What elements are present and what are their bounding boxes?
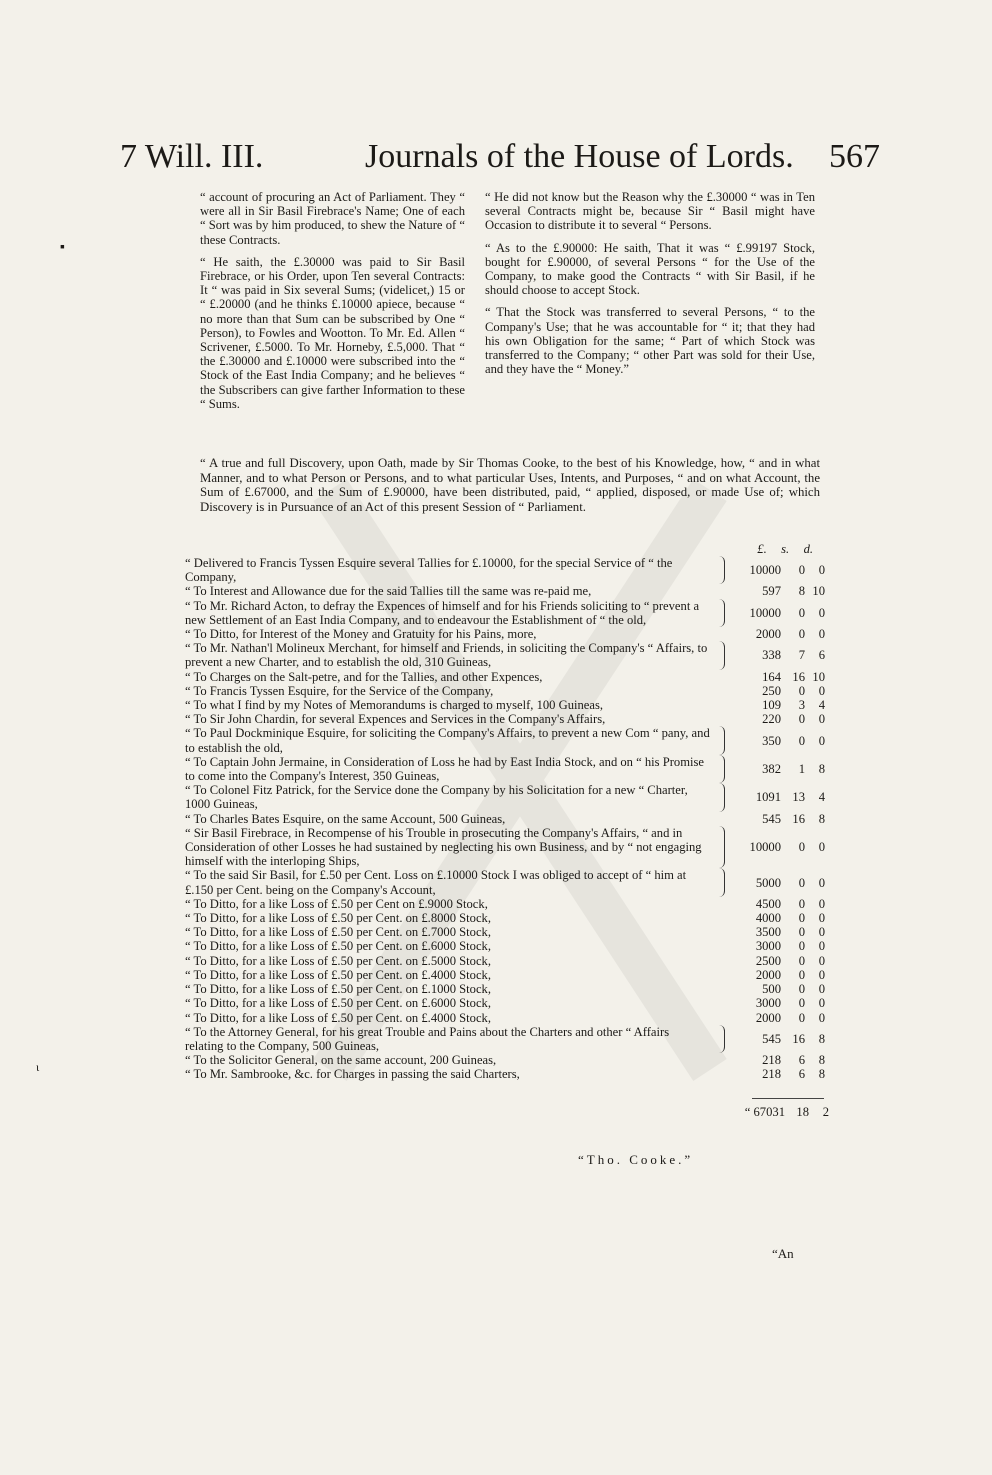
ledger-entry [185, 755, 825, 783]
amount-pounds: 4500 [755, 896, 781, 911]
amount-pounds: 164 [762, 669, 781, 684]
entry-amount [725, 954, 825, 968]
amount-shillings: 16 [792, 1031, 805, 1046]
amount-pounds: 3500 [755, 925, 781, 940]
entry-amount [725, 1032, 825, 1046]
amount-shillings: 1 [798, 761, 805, 776]
amount-shillings: 8 [798, 584, 805, 599]
entry-description: “ To Ditto, for a like Loss of £.50 per Cent. on £.8000 Stock, [185, 911, 491, 926]
entry-description: “ Delivered to Francis Tyssen Esquire several Tallies for £.10000, for the special Service of “ the Company, [185, 556, 725, 584]
amount-pounds: 250 [762, 683, 781, 698]
entry-description: “ To the Attorney General, for his great Trouble and Pains about the Charters and other “ Affairs relating to the Company, 500 Guineas, [185, 1025, 725, 1053]
amount-shillings: 0 [798, 1010, 805, 1025]
amount-pounds: 220 [762, 712, 781, 727]
entry-amount [725, 996, 825, 1010]
entry-amount [725, 911, 825, 925]
amount-pence: 0 [818, 982, 825, 997]
amount-pence: 0 [818, 875, 825, 890]
amount-pence: 0 [818, 840, 825, 855]
entry-amount [725, 1053, 825, 1067]
amount-pounds: 382 [762, 761, 781, 776]
entry-description: “ To Charges on the Salt-petre, and for the Tallies, and other Expences, [185, 669, 543, 684]
ledger-entry [185, 954, 825, 968]
amount-shillings: 0 [798, 563, 805, 578]
left-column [200, 190, 465, 419]
amount-pounds: 218 [762, 1053, 781, 1068]
margin-mark: ▪ [60, 240, 65, 255]
ledger-entry [185, 783, 825, 811]
amount-pence: 0 [818, 627, 825, 642]
entry-description: “ To Paul Dockminique Esquire, for soliciting the Company's Affairs, to prevent a new Com “ pany, and to establish the old, [185, 726, 725, 754]
pounds-header: £. [757, 542, 767, 556]
ledger-entry [185, 599, 825, 627]
amount-pounds: 545 [762, 811, 781, 826]
ledger-entry [185, 812, 825, 826]
amount-shillings: 16 [792, 669, 805, 684]
ledger-entry [185, 968, 825, 982]
amount-pounds: 545 [762, 1031, 781, 1046]
amount-shillings: 0 [798, 840, 805, 855]
ledger-total [700, 1105, 829, 1120]
amount-shillings: 6 [798, 1053, 805, 1068]
amount-pence: 8 [818, 761, 825, 776]
entry-description: “ To Sir John Chardin, for several Expences and Services in the Company's Affairs, [185, 712, 606, 727]
amount-pounds: 10000 [749, 840, 781, 855]
entry-amount [725, 734, 825, 748]
amount-shillings: 13 [792, 790, 805, 805]
entry-amount [725, 698, 825, 712]
entry-description: “ To Ditto, for a like Loss of £.50 per Cent. on £.4000 Stock, [185, 967, 491, 982]
ledger-entry [185, 584, 825, 598]
amount-shillings: 0 [798, 733, 805, 748]
entry-description: “ To Ditto, for a like Loss of £.50 per Cent. on £.1000 Stock, [185, 982, 491, 997]
amount-pounds: 2500 [755, 953, 781, 968]
entry-amount [725, 790, 825, 804]
amount-shillings: 0 [798, 605, 805, 620]
amount-pounds: 3000 [755, 939, 781, 954]
amount-shillings: 0 [798, 996, 805, 1011]
ledger-entry [185, 698, 825, 712]
amount-pence: 6 [818, 648, 825, 663]
ledger-entry [185, 1067, 825, 1081]
entry-description: “ To Ditto, for a like Loss of £.50 per Cent. on £.7000 Stock, [185, 925, 491, 940]
ledger-entry [185, 925, 825, 939]
ledger-entry [185, 1025, 825, 1053]
entry-description: “ To Charles Bates Esquire, on the same Account, 500 Guineas, [185, 811, 506, 826]
amount-shillings: 0 [798, 896, 805, 911]
running-header [120, 138, 880, 188]
ledger-entry [185, 684, 825, 698]
total-pence: 2 [822, 1105, 829, 1119]
entry-description: “ To Interest and Allowance due for the said Tallies till the same was re-paid me, [185, 584, 592, 599]
total-shillings: 18 [796, 1105, 809, 1119]
entry-description: “ To Ditto, for a like Loss of £.50 per Cent. on £.6000 Stock, [185, 939, 491, 954]
amount-pounds: 4000 [755, 911, 781, 926]
amount-pence: 4 [818, 790, 825, 805]
header-title: Journals of the House of Lords. [365, 138, 794, 175]
amount-pounds: 10000 [749, 563, 781, 578]
ledger-entry [185, 996, 825, 1010]
amount-pounds: 597 [762, 584, 781, 599]
amount-shillings: 3 [798, 698, 805, 713]
ledger-entry [185, 556, 825, 584]
amount-pounds: 2000 [755, 627, 781, 642]
entry-amount [725, 925, 825, 939]
amount-pence: 0 [818, 605, 825, 620]
entry-amount [725, 606, 825, 620]
entry-description: “ To Ditto, for a like Loss of £.50 per Cent on £.9000 Stock, [185, 896, 488, 911]
amount-shillings: 16 [792, 811, 805, 826]
entry-amount [725, 812, 825, 826]
amount-pounds: 500 [762, 982, 781, 997]
amount-shillings: 6 [798, 1067, 805, 1082]
margin-mark: ι [36, 1060, 40, 1074]
amount-pence: 0 [818, 1010, 825, 1025]
entry-amount [725, 684, 825, 698]
paragraph: “ He saith, the £.30000 was paid to Sir Basil Firebrace, or his Order, upon Ten several Contracts: It “ was paid in Six several Sums; (videlicet,) 15 or “ £.20000 (and he thinks £.10000 apiece, because “ no more than that Sum can be subscribed by One “ Person), to Fowles and Wootton. To Mr. Ed. Allen “ Scrivener, £.5000. To Mr. Horneby, £.5,000. That “ the £.30000 and £.10000 were subscribed into the “ Stock of the East India Company; and he believes “ the Subscribers can give farther Information to these “ Sums. [200, 254, 465, 411]
amount-pence: 0 [818, 911, 825, 926]
header-regnal-year: 7 Will. III. [120, 138, 264, 175]
amount-pence: 0 [818, 939, 825, 954]
amount-shillings: 0 [798, 627, 805, 642]
entry-description: “ To Captain John Jermaine, in Consideration of Loss he had by East India Stock, and on “ his Promise to come into the Company's Interest, 350 Guineas, [185, 755, 725, 783]
ledger-entry [185, 868, 825, 896]
account-ledger [185, 556, 825, 1082]
amount-shillings: 0 [798, 911, 805, 926]
amount-pence: 0 [818, 925, 825, 940]
amount-shillings: 0 [798, 712, 805, 727]
catchword: “An [772, 1246, 794, 1261]
amount-shillings: 0 [798, 953, 805, 968]
amount-pounds: 109 [762, 698, 781, 713]
entry-description: “ To Ditto, for a like Loss of £.50 per Cent. on £.5000 Stock, [185, 953, 491, 968]
entry-description: “ To Francis Tyssen Esquire, for the Service of the Company, [185, 683, 494, 698]
entry-description: “ To the Solicitor General, on the same account, 200 Guineas, [185, 1053, 497, 1068]
ledger-entry [185, 1011, 825, 1025]
total-pounds: “ 67031 [744, 1105, 785, 1119]
amount-shillings: 7 [798, 648, 805, 663]
total-rule [752, 1098, 824, 1099]
entry-amount [725, 563, 825, 577]
paragraph: “ As to the £.90000: He saith, That it was “ £.99197 Stock, bought for £.90000, of several Persons “ for the Use of the Company, to make good the Contracts “ with Sir Basil, if he should choose to accept Stock. [485, 240, 815, 298]
amount-shillings: 0 [798, 982, 805, 997]
entry-description: “ To Colonel Fitz Patrick, for the Service done the Company by his Solicitation for a new “ Charter, 1000 Guineas, [185, 783, 725, 811]
amount-shillings: 0 [798, 683, 805, 698]
ledger-entry [185, 726, 825, 754]
ledger-entry [185, 712, 825, 726]
entry-amount [725, 876, 825, 890]
amount-pence: 0 [818, 563, 825, 578]
ledger-entry [185, 897, 825, 911]
entry-description: “ To Mr. Richard Acton, to defray the Expences of himself and for his Friends soliciting to “ prevent a new Settlement of an East India Company, and to endeavour the Establishment of “ the old, [185, 599, 725, 627]
signature: “Tho. Cooke.” [578, 1152, 694, 1167]
entry-amount [725, 627, 825, 641]
entry-amount [725, 762, 825, 776]
amount-pence: 0 [818, 733, 825, 748]
paragraph: “ That the Stock was transferred to several Persons, “ to the Company's Use; that he was accountable for “ it; that they had his own Obligation for the same; “ Part of which Stock was transferred to the Company; “ other Part was sold for their Use, and they have the “ Money.” [485, 305, 815, 377]
entry-amount [725, 982, 825, 996]
entry-description: “ To Mr. Sambrooke, &c. for Charges in passing the said Charters, [185, 1067, 520, 1082]
amount-pence: 0 [818, 996, 825, 1011]
shillings-header: s. [781, 542, 790, 556]
amount-shillings: 0 [798, 967, 805, 982]
entry-description: “ Sir Basil Firebrace, in Recompense of his Trouble in prosecuting the Company's Affairs, “ and in Consideration of other Losses he had sustained by neglecting his own Business, and by “ not engaging himself with the interloping Ships, [185, 826, 725, 869]
paragraph: “ account of procuring an Act of Parliament. They “ were all in Sir Basil Firebrace's Name; One of each “ Sort was by him produced, to shew the Nature of “ these Contracts. [200, 190, 465, 247]
amount-pence: 0 [818, 967, 825, 982]
right-column [485, 190, 815, 384]
pence-header: d. [803, 542, 814, 556]
entry-amount [725, 584, 825, 598]
ledger-entry [185, 826, 825, 869]
amount-pounds: 3000 [755, 996, 781, 1011]
amount-pence: 0 [818, 953, 825, 968]
paragraph: “ He did not know but the Reason why the £.30000 “ was in Ten several Contracts might be, because Sir “ Basil might have Occasion to distribute it to several “ Persons. [485, 190, 815, 233]
ledger-entry [185, 982, 825, 996]
ledger-entry [185, 939, 825, 953]
amount-pence: 0 [818, 896, 825, 911]
ledger-entry [185, 1053, 825, 1067]
entry-description: “ To Mr. Nathan'l Molineux Merchant, for himself and Friends, in soliciting the Company's “ Affairs, to prevent a new Charter, and to establish the old, 310 Guineas, [185, 641, 725, 669]
currency-header [752, 542, 822, 557]
amount-pence: 10 [812, 584, 825, 599]
ledger-entry [185, 911, 825, 925]
ledger-entry [185, 641, 825, 669]
amount-pence: 8 [818, 811, 825, 826]
entry-amount [725, 939, 825, 953]
amount-pence: 0 [818, 683, 825, 698]
entry-amount [725, 840, 825, 854]
amount-pounds: 2000 [755, 1010, 781, 1025]
amount-pence: 8 [818, 1053, 825, 1068]
amount-pounds: 5000 [755, 875, 781, 890]
amount-pounds: 10000 [749, 605, 781, 620]
ledger-entry [185, 670, 825, 684]
amount-pounds: 218 [762, 1067, 781, 1082]
entry-description: “ To the said Sir Basil, for £.50 per Cent. Loss on £.10000 Stock I was obliged to accept of “ him at £.150 per Cent. being on the Company's Account, [185, 868, 725, 896]
ledger-entry [185, 627, 825, 641]
entry-description: “ To Ditto, for a like Loss of £.50 per Cent. on £.6000 Stock, [185, 996, 491, 1011]
amount-pence: 0 [818, 712, 825, 727]
entry-amount [725, 648, 825, 662]
entry-description: “ To Ditto, for a like Loss of £.50 per Cent. on £.4000 Stock, [185, 1010, 491, 1025]
amount-pounds: 2000 [755, 967, 781, 982]
entry-amount [725, 1011, 825, 1025]
entry-description: “ To what I find by my Notes of Memorandums is charged to myself, 100 Guineas, [185, 698, 604, 713]
page-number: 567 [829, 138, 880, 175]
entry-description: “ To Ditto, for Interest of the Money and Gratuity for his Pains, more, [185, 627, 537, 642]
entry-amount [725, 712, 825, 726]
amount-shillings: 0 [798, 875, 805, 890]
amount-pence: 4 [818, 698, 825, 713]
entry-amount [725, 670, 825, 684]
entry-amount [725, 1067, 825, 1081]
amount-pounds: 1091 [755, 790, 781, 805]
amount-pounds: 350 [762, 733, 781, 748]
amount-pounds: 338 [762, 648, 781, 663]
amount-shillings: 0 [798, 939, 805, 954]
amount-pence: 8 [818, 1067, 825, 1082]
entry-amount [725, 897, 825, 911]
amount-pence: 10 [812, 669, 825, 684]
amount-pence: 8 [818, 1031, 825, 1046]
amount-shillings: 0 [798, 925, 805, 940]
entry-amount [725, 968, 825, 982]
discovery-intro: “ A true and full Discovery, upon Oath, made by Sir Thomas Cooke, to the best of his Knowledge, how, “ and in what Manner, and to what Person or Persons, and to what particular Uses, Intents, and Purposes, “ and on what Account, the Sum of £.67000, and the Sum of £.90000, have been distributed, paid, “ applied, disposed, or made Use of; which Discovery is in Pursuance of an Act of this present Session of “ Parliament. [200, 456, 820, 514]
